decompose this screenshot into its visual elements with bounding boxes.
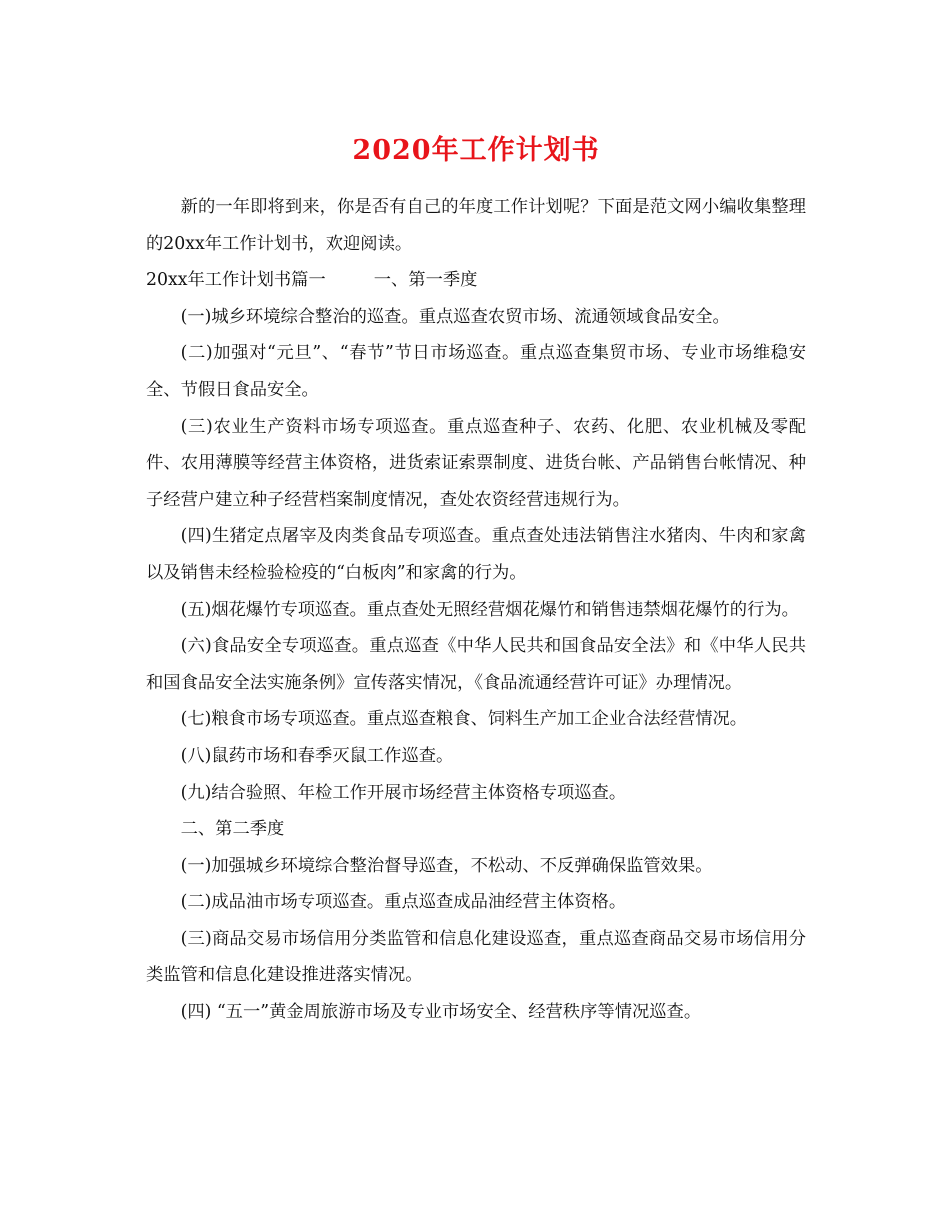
q1-item-8: (八)鼠药市场和春季灭鼠工作巡查。	[180, 745, 454, 766]
q1-item-5: (五)烟花爆竹专项巡查。重点查处无照经营烟花爆竹和销售违禁烟花爆竹的行为。	[180, 599, 799, 620]
q1-item-4: (四)生猪定点屠宰及肉类食品专项巡查。重点查处违法销售注水猪肉、牛肉和家禽以及销售未经检验检疫的“白板肉”和家禽的行为。	[146, 526, 806, 583]
intro-paragraph: 新的一年即将到来，你是否有自己的年度工作计划呢？下面是范文网小编收集整理的20xx年工作计划书，欢迎阅读。	[146, 197, 806, 254]
part-heading-line	[146, 262, 806, 299]
q2-item-2: (二)成品油市场专项巡查。重点巡查成品油经营主体资格。	[180, 892, 627, 913]
document-title: 2020年工作计划书	[352, 135, 600, 166]
q1-item-2: (二)加强对“元旦”、“春节”节日市场巡查。重点巡查集贸市场、专业市场维稳安全、节假日食品安全。	[146, 343, 806, 400]
part-label: 20xx年工作计划书篇一	[146, 270, 326, 291]
q1-item-6: (六)食品安全专项巡查。重点巡查《中华人民共和国食品安全法》和《中华人民共和国食品安全法实施条例》宣传落实情况，《食品流通经营许可证》办理情况。	[146, 636, 806, 693]
section-heading-q2: 二、第二季度	[180, 819, 285, 840]
q2-item-3: (三)商品交易市场信用分类监管和信息化建设巡查，重点巡查商品交易市场信用分类监管和信息化建设推进落实情况。	[146, 928, 806, 986]
document-body	[146, 189, 806, 1031]
q1-item-9: (九)结合验照、年检工作开展市场经营主体资格专项巡查。	[180, 782, 627, 803]
q1-item-7: (七)粮食市场专项巡查。重点巡查粮食、饲料生产加工企业合法经营情况。	[180, 709, 748, 730]
q1-item-3: (三)农业生产资料市场专项巡查。重点巡查种子、农药、化肥、农业机械及零配件、农用薄膜等经营主体资格，进货索证索票制度、进货台帐、产品销售台帐情况、种子经营户建立种子经营档案制度情况，查处农资经营违规行为。	[146, 416, 806, 510]
q2-item-4: (四) “五一”黄金周旅游市场及专业市场安全、经营秩序等情况巡查。	[180, 1002, 702, 1023]
q1-item-1: (一)城乡环境综合整治的巡查。重点巡查农贸市场、流通领域食品安全。	[180, 306, 730, 327]
section-heading-q1: 一、第一季度	[373, 270, 478, 291]
q2-item-1: (一)加强城乡环境综合整治督导巡查，不松动、不反弹确保监管效果。	[180, 855, 713, 876]
